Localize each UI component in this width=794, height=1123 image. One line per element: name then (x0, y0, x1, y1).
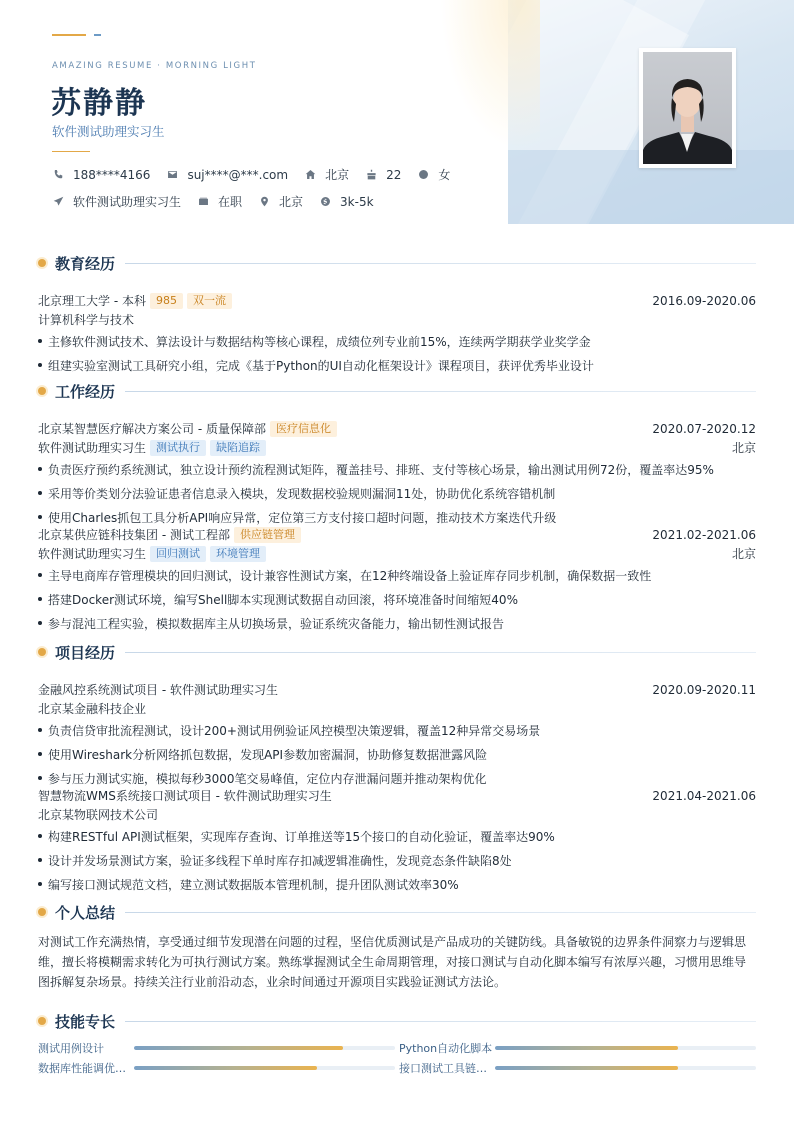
job-role-line (38, 544, 756, 563)
light-glow (440, 0, 540, 150)
phone-text: 188****4166 (73, 167, 151, 182)
list-item: 组建实验室测试工具研究小组，完成《基于Python的UI自动化框架设计》课程项目，获评优秀毕业设计 (38, 353, 756, 377)
section-divider (125, 912, 756, 913)
age-info (365, 168, 401, 182)
projects-section (38, 641, 756, 896)
section-dot-icon (38, 648, 46, 656)
profile-photo (643, 52, 732, 164)
send-icon (52, 196, 64, 208)
job-date: 2021.02-2021.06 (652, 527, 756, 542)
education-entry (38, 291, 756, 310)
project-name: 智慧物流WMS系统接口测试项目 - 软件测试助理实习生 (38, 789, 332, 803)
section-header (38, 252, 756, 274)
contact-row (52, 166, 466, 183)
skill-tag: 回归测试 (150, 546, 206, 562)
summary-text: 对测试工作充满热情，享受通过细节发现潜在问题的过程，坚信优质测试是产品成功的关键防线。具备敏锐的边界条件洞察力与逻辑思维，擅长将模糊需求转化为可执行测试方案。熟练掌握测试全生命周期管理，对接口测试与自动化脚本编写有浓厚兴趣，习惯用思维导图拆解复杂场景。持续关注行业前沿动态，业余时间通过开源项目实践验证测试方法论。 (38, 935, 747, 989)
skills-section-header (38, 1010, 756, 1032)
list-item: 主导电商库存管理模块的回归测试，设计兼容性测试方案，在12种终端设备上验证库存同步机制，确保数据一致性 (38, 563, 756, 587)
skill-label: Python自动化脚本 (399, 1042, 493, 1055)
section-title: 工作经历 (55, 382, 116, 401)
skill-bar-fill (134, 1046, 343, 1050)
section-dot-icon (38, 1017, 46, 1025)
gender-icon (417, 169, 429, 181)
project-date: 2020.09-2020.11 (652, 682, 756, 697)
skill-label: 测试用例设计 (38, 1042, 104, 1055)
list-item: 编写接口测试规范文档，建立测试数据版本管理机制，提升团队测试效率30% (38, 872, 756, 896)
list-item: 负责医疗预约系统测试，独立设计预约流程测试矩阵，覆盖挂号、排班、支付等核心场景，输出测试用例72份，覆盖率达95% (38, 457, 756, 481)
section-header (38, 380, 756, 402)
skill-label: 数据库性能调优… (38, 1062, 126, 1075)
skill-label: 接口测试工具链… (399, 1062, 487, 1075)
phone-icon (52, 169, 64, 181)
school-tag: 985 (150, 293, 183, 309)
target-position-text: 软件测试助理实习生 (73, 195, 182, 209)
job-city: 北京 (731, 441, 756, 455)
gender-info (417, 166, 450, 183)
skill-item (38, 1040, 395, 1056)
section-title: 个人总结 (55, 903, 116, 922)
skill-bar-fill (495, 1066, 678, 1070)
company-name: 北京某供应链科技集团 - 测试工程部 (38, 528, 230, 542)
education-section (38, 252, 756, 377)
resume-header (0, 0, 794, 224)
accent-line-small (94, 34, 101, 36)
section-dot-icon (38, 259, 46, 267)
job-city: 北京 (731, 547, 756, 561)
job-role: 软件测试助理实习生 (38, 441, 147, 455)
job-company-line (38, 525, 756, 544)
salary-icon (319, 196, 331, 208)
gender-text: 女 (438, 168, 451, 182)
company-name: 北京某智慧医疗解决方案公司 - 质量保障部 (38, 422, 266, 436)
skill-item (399, 1060, 756, 1076)
salary-info (319, 195, 374, 209)
job-role-line (38, 438, 756, 457)
name-divider (52, 151, 90, 152)
section-title: 项目经历 (55, 643, 116, 662)
list-item: 使用Wireshark分析网络抓包数据，发现API参数加密漏洞，协助修复数据泄露风险 (38, 742, 756, 766)
section-header (38, 1010, 756, 1032)
list-item: 采用等价类划分法验证患者信息录入模块，发现数据校验规则漏洞11处，协助优化系统容错机制 (38, 481, 756, 505)
location-pin-icon (258, 196, 270, 208)
section-title: 教育经历 (55, 254, 116, 273)
skill-bar-track (495, 1066, 756, 1070)
list-item: 设计并发场景测试方案，验证多线程下单时库存扣减逻辑准确性，发现竞态条件缺陷8处 (38, 848, 756, 872)
education-date: 2016.09-2020.06 (652, 293, 756, 308)
list-item: 主修软件测试技术、算法设计与数据结构等核心课程，成绩位列专业前15%，连续两学期获学业奖学金 (38, 329, 756, 353)
project-org-line (38, 805, 756, 824)
list-item: 负责信贷审批流程测试，设计200+测试用例验证风控模型决策逻辑，覆盖12种异常交易场景 (38, 718, 756, 742)
skill-tag: 环境管理 (210, 546, 266, 562)
section-divider (125, 1021, 756, 1022)
accent-line (52, 34, 86, 36)
project-org: 北京某金融科技企业 (38, 702, 147, 716)
email-text: suj****@***.com (187, 167, 289, 182)
section-divider (125, 391, 756, 392)
project-org: 北京某物联网技术公司 (38, 808, 159, 822)
target-position-info (52, 193, 181, 210)
salary-text: 3k-5k (340, 194, 374, 209)
residence-info (304, 166, 349, 183)
list-item: 搭建Docker测试环境，编写Shell脚本实现测试数据自动回滚，将环境准备时间缩短40% (38, 587, 756, 611)
home-icon (304, 169, 316, 181)
section-header (38, 901, 756, 923)
project-name: 金融风控系统测试项目 - 软件测试助理实习生 (38, 683, 278, 697)
project-title-line (38, 786, 756, 805)
major-name: 计算机科学与技术 (38, 313, 135, 327)
work-section (38, 380, 756, 635)
section-header (38, 641, 756, 663)
intention-row (52, 193, 390, 210)
school-name: 北京理工大学 - 本科 (38, 294, 146, 308)
target-city-info (258, 193, 303, 210)
project-date: 2021.04-2021.06 (652, 788, 756, 803)
school-tag: 双一流 (187, 293, 232, 309)
skill-bar-track (495, 1046, 756, 1050)
list-item: 构建RESTful API测试框架，实现库存查询、订单推送等15个接口的自动化验证，覆盖率达90% (38, 824, 756, 848)
list-item: 参与混沌工程实验，模拟数据库主从切换场景，验证系统灾备能力，输出韧性测试报告 (38, 611, 756, 635)
section-dot-icon (38, 908, 46, 916)
skill-item (38, 1060, 395, 1076)
job-role: 软件测试助理实习生 (38, 547, 147, 561)
skill-bar-track (134, 1066, 395, 1070)
section-divider (125, 652, 756, 653)
resume-tagline: AMAZING RESUME · MORNING LIGHT (52, 61, 257, 71)
list-item: 使用Charles抓包工具分析API响应异常，定位第三方支付接口超时问题，推动技术方案迭代升级 (38, 505, 756, 529)
mail-icon (166, 169, 178, 181)
skill-bar-fill (134, 1066, 317, 1070)
skill-tag: 缺陷追踪 (210, 440, 266, 456)
industry-tag: 供应链管理 (234, 527, 301, 543)
candidate-name: 苏静静 (51, 86, 147, 121)
summary-section (38, 901, 756, 992)
email-info (166, 168, 288, 182)
major-line (38, 310, 756, 329)
job-intention-title: 软件测试助理实习生 (52, 124, 165, 139)
skill-bar-fill (495, 1046, 678, 1050)
skill-bar-track (134, 1046, 395, 1050)
skill-item (399, 1040, 756, 1056)
cake-icon (365, 169, 377, 181)
section-title: 技能专长 (55, 1012, 116, 1031)
project-org-line (38, 699, 756, 718)
job-date: 2020.07-2020.12 (652, 421, 756, 436)
job-company-line (38, 419, 756, 438)
age-text: 22 (386, 167, 402, 182)
inbox-icon (197, 196, 209, 208)
phone-info (52, 168, 150, 182)
section-divider (125, 263, 756, 264)
residence-text: 北京 (325, 168, 350, 182)
industry-tag: 医疗信息化 (270, 421, 337, 437)
section-dot-icon (38, 387, 46, 395)
target-city-text: 北京 (279, 195, 304, 209)
status-info (197, 193, 242, 210)
list-item: 参与压力测试实施，模拟每秒3000笔交易峰值，定位内存泄漏问题并推动架构优化 (38, 766, 756, 790)
profile-photo-frame (639, 48, 736, 168)
skill-tag: 测试执行 (150, 440, 206, 456)
status-text: 在职 (218, 195, 243, 209)
project-title-line (38, 680, 756, 699)
